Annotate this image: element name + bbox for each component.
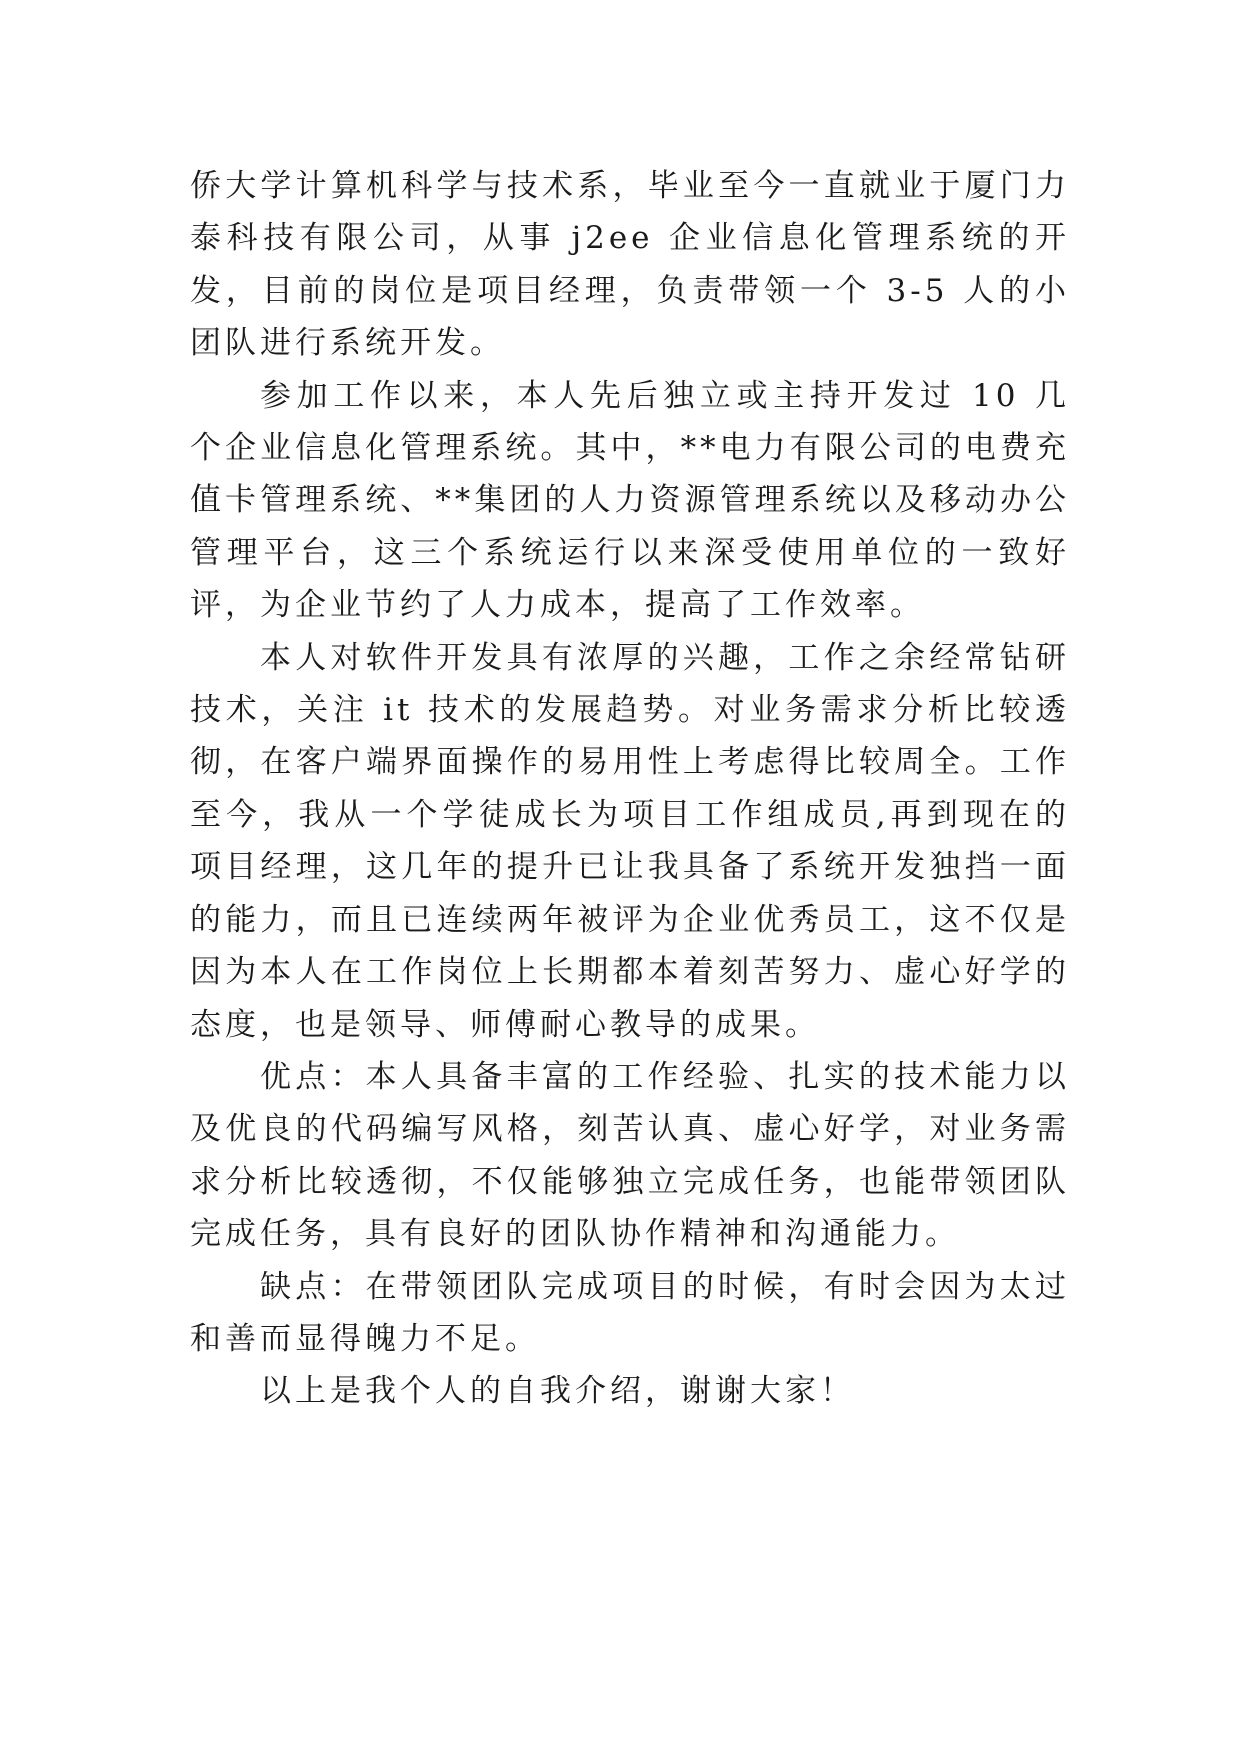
document-body <box>190 160 1070 1418</box>
paragraph-growth: 本人对软件开发具有浓厚的兴趣，工作之余经常钻研技术，关注 it 技术的发展趋势。对业务需求分析比较透彻，在客户端界面操作的易用性上考虑得比较周全。工作至今，我从一个学徒成长为项目工作组成员,再到现在的项目经理，这几年的提升已让我具备了系统开发独挡一面的能力，而且已连续两年被评为企业优秀员工，这不仅是因为本人在工作岗位上长期都本着刻苦努力、虚心好学的态度，也是领导、师傅耐心教导的成果。 <box>190 639 1070 1043</box>
paragraph-projects: 参加工作以来，本人先后独立或主持开发过 10 几个企业信息化管理系统。其中，**电力有限公司的电费充值卡管理系统、**集团的人力资源管理系统以及移动办公管理平台，这三个系统运行以来深受使用单位的一致好评，为企业节约了人力成本，提高了工作效率。 <box>190 377 1070 624</box>
paragraph-strengths: 优点：本人具备丰富的工作经验、扎实的技术能力以及优良的代码编写风格，刻苦认真、虚心好学，对业务需求分析比较透彻，不仅能够独立完成任务，也能带领团队完成任务，具有良好的团队协作精神和沟通能力。 <box>190 1058 1070 1253</box>
paragraph-weaknesses: 缺点：在带领团队完成项目的时候，有时会因为太过和善而显得魄力不足。 <box>190 1268 1070 1357</box>
paragraph-background: 侨大学计算机科学与技术系，毕业至今一直就业于厦门力泰科技有限公司，从事 j2ee 企业信息化管理系统的开发，目前的岗位是项目经理，负责带领一个 3-5 人的小团队进行系统开发。 <box>190 168 1070 362</box>
paragraph-closing: 以上是我个人的自我介绍，谢谢大家！ <box>260 1373 855 1410</box>
